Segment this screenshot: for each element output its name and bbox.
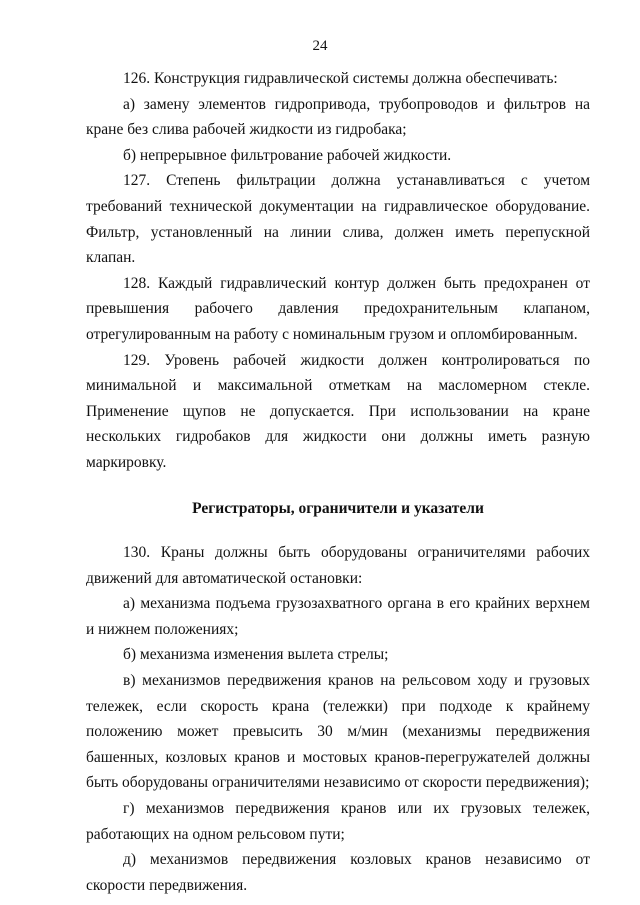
paragraph-130: 130. Краны должны быть оборудованы ограничителями рабочих движений для автоматической остановки: — [86, 544, 590, 587]
paragraph-130-e: д) механизмов передвижения козловых кранов независимо от скорости передвижения. — [86, 851, 590, 894]
section-heading: Регистраторы, ограничители и указатели — [192, 499, 484, 517]
paragraph-126: 126. Конструкция гидравлической системы должна обеспечивать: — [123, 70, 558, 87]
paragraph-129: 129. Уровень рабочей жидкости должен контролироваться по минимальной и максимальной отметкам на масломерном стекле. Применение щупов не допускается. При использовании на кране нескольких гидробаков для жидкости они должны иметь разную маркировку. — [86, 351, 590, 471]
paragraph-130-a: а) механизма подъема грузозахватного органа в его крайних верхнем и нижнем положениях; — [86, 595, 590, 638]
paragraph-130-d: г) механизмов передвижения кранов или их грузовых тележек, работающих на одном рельсовом пути; — [86, 800, 590, 843]
paragraph-126-b: б) непрерывное фильтрование рабочей жидкости. — [123, 146, 452, 164]
paragraph-128: 128. Каждый гидравлический контур должен быть предохранен от превышения рабочего давления предохранительным клапаном, отрегулированным на работу с номинальным грузом и опломбированным. — [86, 274, 590, 343]
paragraph-126-a: а) замену элементов гидропривода, трубопроводов и фильтров на кране без слива рабочей жидкости из гидробака; — [86, 95, 590, 139]
paragraph-127: 127. Степень фильтрации должна устанавливаться с учетом требований технической документации на гидравлическое оборудование. Фильтр, установленный на линии слива, должен иметь перепускной клапан. — [86, 172, 590, 267]
page-number: 24 — [312, 38, 328, 54]
page-content — [86, 66, 590, 898]
paragraph-130-b: б) механизма изменения вылета стрелы; — [123, 646, 389, 664]
paragraph-130-c: в) механизмов передвижения кранов на рельсовом ходу и грузовых тележек, если скорость крана (тележки) при подходе к крайнему положению может превысить 30 м/мин (механизмы передвижения башенных, козловых кранов и мостовых кранов-перегружателей должны быть оборудованы ограничителями независимо от скорости передвижения); — [86, 672, 590, 792]
